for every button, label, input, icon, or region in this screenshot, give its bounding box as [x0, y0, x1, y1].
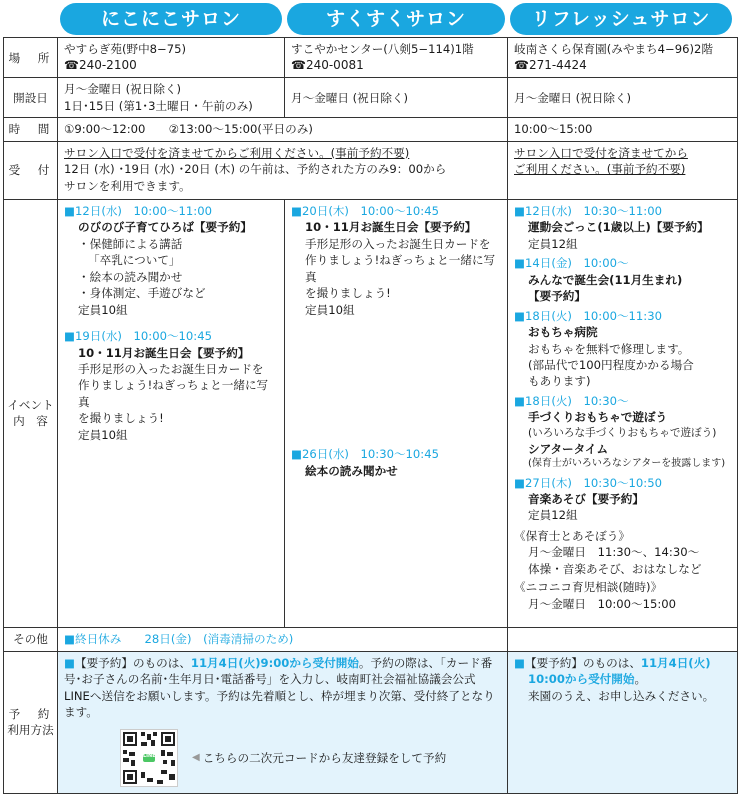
other-nikoniko-sukusuku	[58, 627, 508, 651]
qr-section	[64, 729, 501, 787]
label-reservation	[4, 651, 58, 793]
reception-text: サロン入口で受付を済ませてからご利用ください。(事前予約不要)	[64, 145, 410, 160]
square-bullet-icon: ■	[514, 308, 525, 323]
square-bullet-icon: ■	[514, 475, 525, 490]
label-time: 時 間	[4, 118, 58, 141]
event-detail: 手形足形の入ったお誕生日カードを	[305, 236, 491, 251]
reservation-start-highlight: 11月4日(火)	[640, 655, 711, 670]
regular-program	[514, 528, 731, 577]
square-bullet-icon: ■	[64, 329, 75, 344]
label-reservation-line: 利用方法	[7, 723, 54, 738]
square-bullet-icon: ■	[291, 203, 302, 218]
event-detail: を撮りましょう!	[305, 286, 391, 301]
events-refresh	[508, 199, 738, 627]
row-open-days	[4, 78, 738, 118]
time-nikoniko-sukusuku: ①9:00〜12:00 ②13:00〜15:00(平日のみ)	[58, 118, 508, 141]
address-text: やすらぎ苑(野中8−75)	[64, 42, 187, 56]
closure-notice-text: 終日休み 28日(金) (消毒清掃のため)	[74, 631, 294, 646]
square-bullet-icon: ■	[514, 203, 525, 218]
event-date-text: 19日(水) 10:00〜10:45	[74, 329, 212, 344]
event-item	[514, 393, 731, 472]
event-capacity: 定員10組	[78, 427, 128, 442]
reservation-text	[64, 655, 501, 721]
event-date	[291, 446, 501, 462]
open-days-sukusuku: 月〜金曜日 (祝日除く)	[285, 78, 508, 118]
event-date-text: 27日(木) 10:30〜10:50	[524, 475, 662, 490]
open-days-text: 月〜金曜日 (祝日除く)	[64, 82, 182, 97]
event-date	[64, 328, 278, 344]
label-place: 場 所	[4, 38, 58, 78]
reception-text: 12日 (水) ･19日 (水) ･20日 (木) の午前は、予約された方のみ9：00から	[64, 162, 447, 177]
events-nikoniko	[58, 199, 285, 627]
program-detail: 体操・音楽あそび、おはなしなど	[528, 561, 702, 576]
event-detail: おもちゃを無料で修理します。	[528, 341, 690, 356]
event-date-text: 20日(木) 10:00〜10:45	[301, 203, 439, 218]
schedule-table	[3, 37, 738, 794]
phone-number: ☎271-4424	[514, 58, 587, 73]
salon-header-sukusuku: すくすくサロン	[287, 3, 505, 35]
label-events	[4, 199, 58, 627]
program-detail: 月〜金曜日 10:00〜15:00	[528, 596, 676, 611]
reception-text: サロン入口で受付を済ませてから	[514, 145, 688, 160]
square-bullet-icon: ■	[64, 631, 75, 646]
place-nikoniko	[58, 38, 285, 78]
event-detail: (いろいろな手づくりおもちゃで遊ぼう)	[528, 426, 717, 439]
program-title: 《保育士とあそぼう》	[514, 528, 630, 543]
qr-line-label: LINE	[143, 752, 156, 759]
reception-nikoniko-sukusuku	[58, 141, 508, 199]
event-date	[514, 308, 731, 324]
event-item	[291, 203, 501, 318]
event-date	[291, 203, 501, 219]
square-bullet-icon: ■	[64, 203, 75, 218]
event-title: のびのび子育てひろば【要予約】	[78, 220, 252, 235]
row-time	[4, 118, 738, 141]
label-reservation-line: 予 約	[8, 706, 53, 721]
open-days-text: 1日･15日 (第1･3土曜日・午前のみ)	[64, 98, 253, 113]
event-date-text: 18日(火) 10:30〜	[524, 393, 629, 408]
event-item	[64, 328, 278, 443]
square-bullet-icon: ■	[514, 393, 525, 408]
label-reception: 受 付	[4, 141, 58, 199]
other-refresh	[508, 627, 738, 651]
regular-program	[514, 579, 731, 612]
row-reservation	[4, 651, 738, 793]
event-capacity: 定員12組	[528, 508, 578, 523]
row-place	[4, 38, 738, 78]
event-item	[291, 446, 501, 479]
event-date	[514, 203, 731, 219]
reservation-text-part: 【要予約】のものは、	[524, 655, 641, 670]
row-other	[4, 627, 738, 651]
reservation-text-part: 来園のうえ、お申し込みください。	[528, 688, 715, 703]
event-title: 音楽あそび【要予約】	[528, 491, 644, 506]
event-detail: (部品代で100円程度かかる場合	[528, 358, 694, 373]
label-events-line: イベント	[7, 397, 54, 412]
event-detail: もあります)	[528, 374, 591, 389]
qr-instruction: こちらの二次元コードから友達登録をして予約	[202, 750, 447, 765]
event-title: 運動会ごっこ(1歳以上)【要予約】	[528, 220, 709, 235]
event-item	[514, 255, 731, 304]
event-date-text: 18日(火) 10:00〜11:30	[524, 308, 662, 323]
program-title: 《ニコニコ育児相談(随時)》	[514, 580, 663, 595]
event-title: みんなで誕生会(11月生まれ)	[528, 272, 683, 287]
time-refresh: 10:00〜15:00	[508, 118, 738, 141]
event-date	[514, 255, 731, 271]
event-date	[514, 393, 731, 409]
event-date	[64, 203, 278, 219]
event-capacity: 定員10組	[305, 302, 355, 317]
line-qr-code[interactable]	[120, 729, 178, 787]
events-sukusuku	[285, 199, 508, 627]
reception-refresh	[508, 141, 738, 199]
reservation-start-highlight	[514, 671, 731, 687]
event-title: 手づくりおもちゃで遊ぼう	[528, 410, 668, 425]
address-text: すこやかセンター(八剣5−114)1階	[291, 42, 474, 56]
label-events-line: 内 容	[13, 414, 48, 429]
square-bullet-icon: ■	[64, 655, 75, 670]
place-sukusuku	[285, 38, 508, 78]
reservation-nikoniko-sukusuku	[58, 651, 508, 793]
square-bullet-icon: ■	[291, 447, 302, 462]
event-detail: 手形足形の入ったお誕生日カードを	[78, 362, 264, 377]
reservation-text-part: 。予約の際は、「カード番号･お子さんの名前･生年月日･電話番号」を入力し、岐南町社会福祉協議会公式LINEへ送信をお願いします。予約は先着順とし、枠が埋まり次第、受付終了となります。	[64, 655, 495, 720]
event-item	[514, 475, 731, 524]
event-capacity: 定員10組	[78, 302, 128, 317]
event-title: おもちゃ病院	[528, 325, 598, 340]
place-refresh	[508, 38, 738, 78]
phone-number: ☎240-0081	[291, 58, 364, 73]
reservation-start-highlight: 11月4日(火)9:00から受付開始	[190, 655, 359, 670]
label-open-days: 開設日	[4, 78, 58, 118]
event-detail: ・保健師による講話	[78, 236, 183, 251]
event-date-text: 12日(水) 10:00〜11:00	[74, 203, 212, 218]
event-date-text: 26日(水) 10:30〜10:45	[301, 447, 439, 462]
event-detail: ・絵本の読み聞かせ	[78, 269, 183, 284]
event-item	[64, 203, 278, 318]
square-bullet-icon: ■	[514, 655, 525, 670]
event-item	[514, 203, 731, 252]
open-days-refresh: 月〜金曜日 (祝日除く)	[508, 78, 738, 118]
row-reception	[4, 141, 738, 199]
event-capacity: 定員12組	[528, 236, 578, 251]
reservation-text-part: 【要予約】のものは、	[74, 655, 191, 670]
event-item	[514, 308, 731, 390]
event-title: 【要予約】	[528, 289, 586, 304]
closure-notice	[64, 632, 293, 646]
event-title: 10・11月お誕生日会【要予約】	[78, 345, 250, 360]
event-detail: を撮りましょう!	[78, 411, 164, 426]
reservation-refresh	[508, 651, 738, 793]
triangle-pointer-icon: ◀	[192, 751, 200, 763]
event-date	[514, 475, 731, 491]
event-detail: 「卒乳について」	[88, 253, 181, 268]
row-events	[4, 199, 738, 627]
reservation-start-highlight-text: 10:00から受付開始	[528, 672, 635, 687]
event-detail: 作りましょう!ねぎっちょと一緒に写真	[78, 378, 269, 409]
event-detail: (保育士がいろいろなシアターを披露します)	[528, 458, 726, 470]
salon-header-nikoniko: にこにこサロン	[60, 3, 282, 35]
address-text: 岐南さくら保育園(みやまち4−96)2階	[514, 42, 713, 56]
square-bullet-icon: ■	[514, 256, 525, 271]
salon-header-refresh: リフレッシュサロン	[510, 3, 732, 35]
event-date-text: 12日(水) 10:30〜11:00	[524, 203, 662, 218]
reception-text: ご利用ください。(事前予約不要)	[514, 162, 686, 177]
event-title: 絵本の読み聞かせ	[305, 463, 398, 478]
program-detail: 月〜金曜日 11:30〜、14:30〜	[528, 545, 700, 560]
event-detail: 作りましょう!ねぎっちょと一緒に写真	[305, 253, 496, 284]
event-detail: ・身体測定、手遊びなど	[78, 286, 206, 301]
event-date-text: 14日(金) 10:00〜	[524, 256, 629, 271]
reception-text: サロンを利用できます。	[64, 178, 191, 193]
event-title: 10・11月お誕生日会【要予約】	[305, 220, 477, 235]
phone-number: ☎240-2100	[64, 58, 137, 73]
reservation-text-part: 。	[634, 672, 647, 687]
event-title: シアタータイム	[528, 441, 609, 456]
reservation-text	[514, 655, 731, 704]
open-days-nikoniko	[58, 78, 285, 118]
label-other: その他	[4, 627, 58, 651]
